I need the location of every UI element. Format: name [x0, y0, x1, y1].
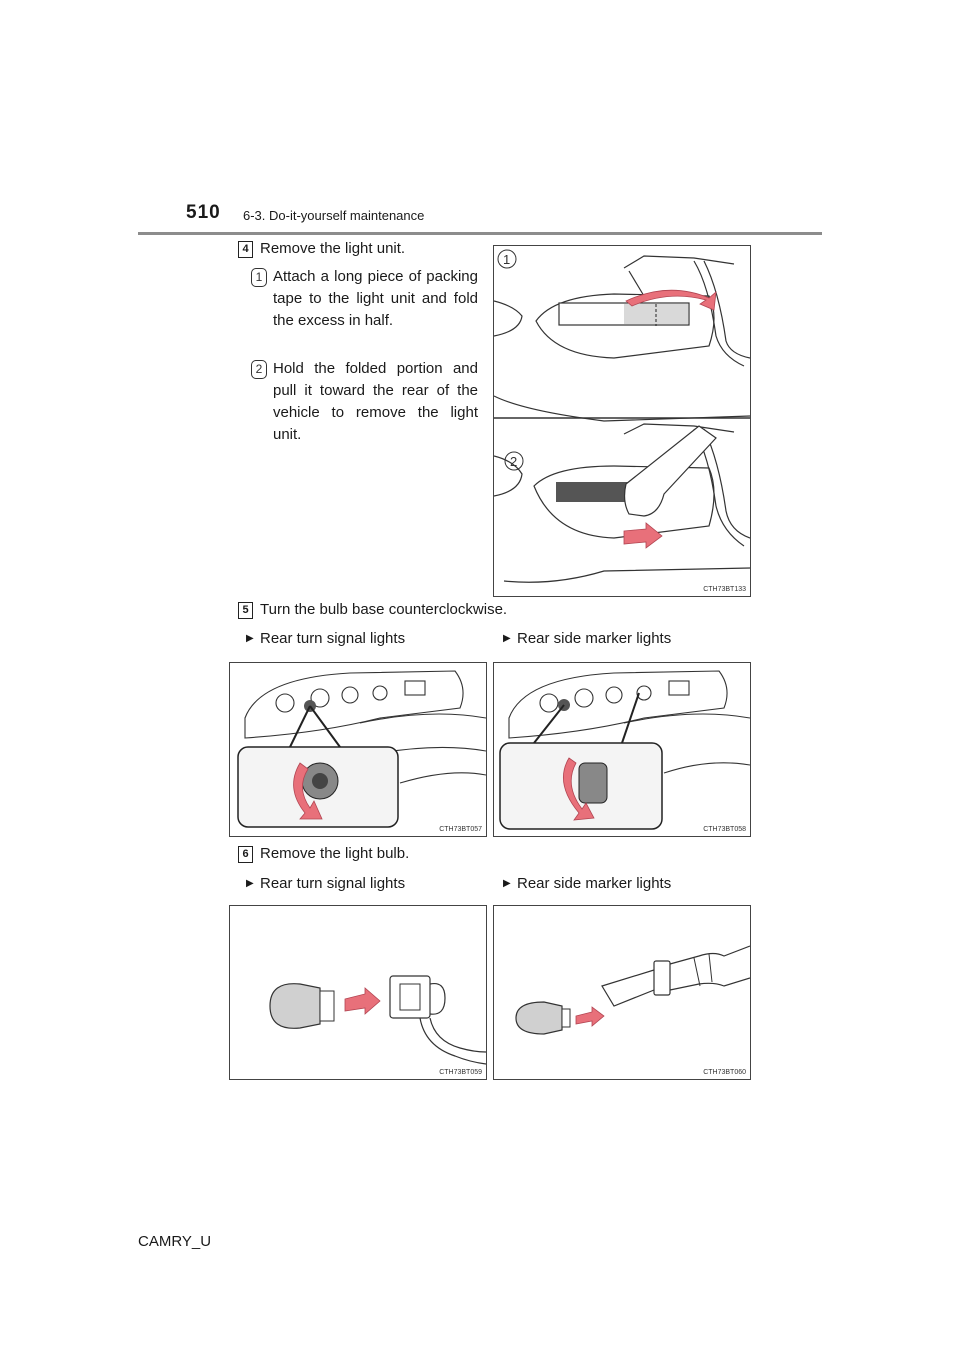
- substep-1-badge: 1: [251, 268, 267, 287]
- figure-code: CTH73BT057: [439, 826, 482, 833]
- step-6-column-heading: Rear side marker lights: [517, 875, 672, 892]
- step-5-column-heading: Rear side marker lights: [517, 630, 672, 647]
- right-triangle-icon: ▶: [503, 633, 511, 644]
- step-4-title: Remove the light unit.: [260, 240, 406, 257]
- section-title: 6-3. Do-it-yourself maintenance: [243, 208, 425, 223]
- step-5-title: Turn the bulb base counterclockwise.: [260, 601, 508, 618]
- step-4-illustration: [493, 245, 751, 597]
- step-5-turn-signal-illustration: [229, 662, 487, 837]
- figure-code: CTH73BT060: [703, 1069, 746, 1076]
- header-rule: [138, 232, 822, 235]
- substep-1-text: Attach a long piece of packing tape to the light unit and fold the excess in half.: [273, 268, 478, 329]
- page-number: 510: [186, 202, 221, 223]
- step-6-column-heading: Rear turn signal lights: [260, 875, 406, 892]
- step-6-turn-signal-illustration: [229, 905, 487, 1080]
- step-5-side-marker-illustration: [493, 662, 751, 837]
- step-6-title: Remove the light bulb.: [260, 845, 410, 862]
- right-triangle-icon: ▶: [246, 878, 254, 889]
- step-6-badge: 6: [238, 846, 253, 863]
- callout-2-label: 2: [510, 454, 518, 469]
- model-code: CAMRY_U: [138, 1233, 212, 1250]
- callout-1-label: 1: [503, 252, 511, 267]
- substep-2-text: Hold the folded portion and pull it toward the rear of the vehicle to remove the light unit.: [273, 360, 478, 443]
- figure-code: CTH73BT058: [703, 826, 746, 833]
- substep-2-badge: 2: [251, 360, 267, 379]
- figure-code: CTH73BT059: [439, 1069, 482, 1076]
- step-5-badge: 5: [238, 602, 253, 619]
- step-5-column-heading: Rear turn signal lights: [260, 630, 406, 647]
- step-6-side-marker-illustration: [493, 905, 751, 1080]
- right-triangle-icon: ▶: [503, 878, 511, 889]
- step-4-badge: 4: [238, 241, 253, 258]
- right-triangle-icon: ▶: [246, 633, 254, 644]
- figure-code: CTH73BT133: [703, 586, 746, 593]
